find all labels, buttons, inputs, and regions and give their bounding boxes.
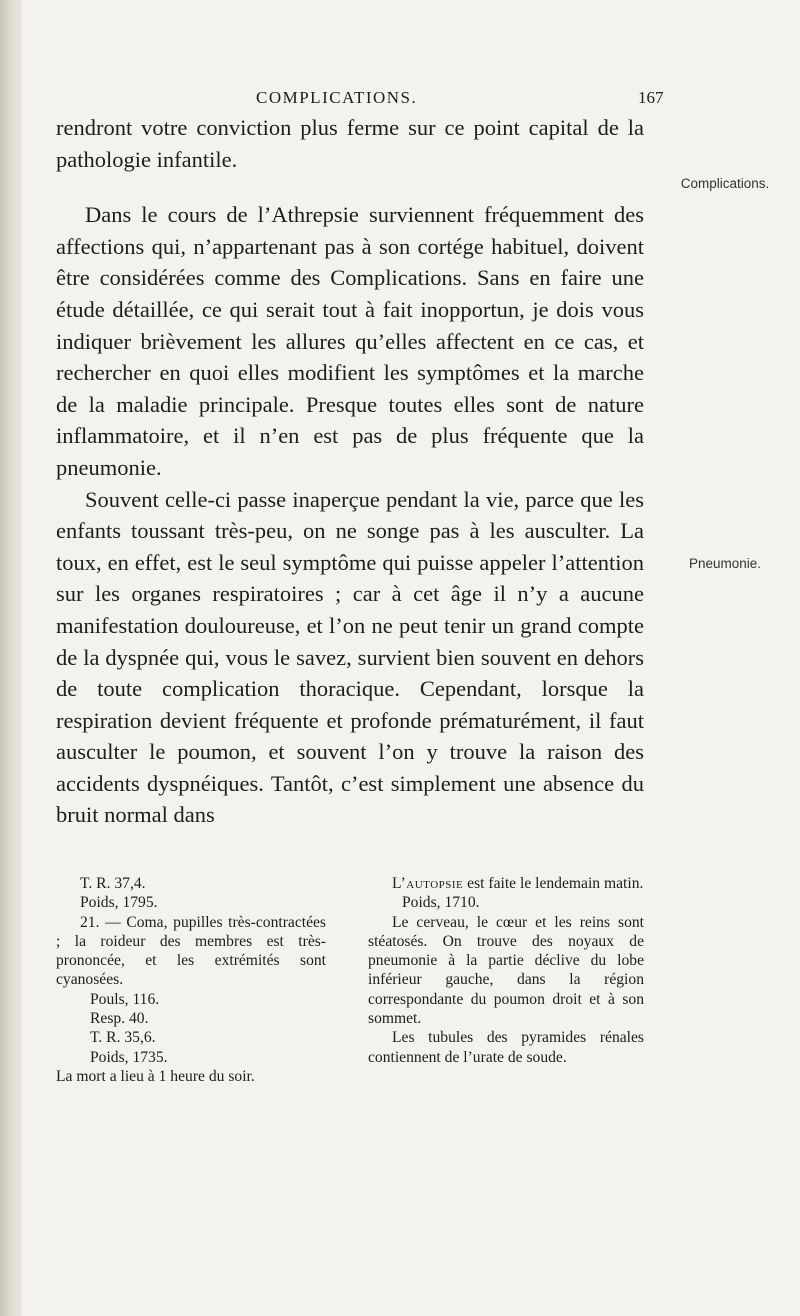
note-organs: Le cerveau, le cœur et les reins sont stéatosés. On trouve des noyaux de pneumonie à la partie déclive du lobe inférieur gauche, dans la région correspondante du poumon droit et à son sommet. [368, 913, 644, 1028]
case-notes-left-column [56, 874, 326, 1086]
paragraph-pneumonie: Souvent celle-ci passe inaperçue pendant la vie, parce que les enfants toussant très-peu, on ne songe pas à les ausculter. La toux, en effet, est le seul symptôme qui puisse appeler l’attention sur les organes respiratoires ; car à cet âge il n’y a aucune manifestation douloureuse, et l’on ne peut tenir un grand compte de la dyspnée qui, vous le savez, survient bien souvent en dehors de toute complication thoracique. Cependant, lorsque la respiration devient fréquente et profonde prématurément, il faut ausculter le poumon, et souvent l’on y trouve la raison des accidents dyspnéiques. Tantôt, c’est simplement une absence du bruit normal dans [56, 486, 644, 828]
running-title: COMPLICATIONS. [256, 88, 418, 107]
case-notes-right-column [368, 874, 644, 1067]
note-tr-1: T. R. 37,4. [80, 875, 146, 892]
main-text [56, 112, 644, 831]
margin-note-pneumonie: Pneumonie. [688, 556, 762, 571]
paragraph-complications: Dans le cours de l’Athrepsie surviennent fréquemment des affections qui, n’appartenant pas à son cortége habituel, doivent être considérées comme des Complications. Sans en faire une étude détaillée, ce qui serait tout à fait inopportun, je dois vous indiquer brièvement les allures qu’elles affectent en ce cas, et rechercher en quoi elles modifient les symptômes et la marche de la maladie principale. Presque toutes elles sont de nature inflammatoire, et il n’en est pas de plus fréquente que la pneumonie. [56, 202, 644, 480]
note-autopsy [368, 874, 644, 893]
note-poids-1: Poids, 1795. [80, 894, 158, 912]
note-tr-2: T. R. 35,6. [90, 1029, 156, 1047]
note-tubules: Les tubules des pyramides rénales contiennent de l’urate de soude. [368, 1029, 644, 1066]
note-autopsy-text: est faite le lendemain matin. [463, 875, 644, 892]
note-death: La mort a lieu à 1 heure du soir. [56, 1067, 255, 1085]
note-poids-autopsy: Poids, 1710. [402, 894, 480, 912]
note-pouls: Pouls, 116. [90, 990, 160, 1008]
note-poids-2: Poids, 1735. [90, 1048, 168, 1066]
note-autopsy-label: L’autopsie [392, 875, 464, 892]
page-binding-edge [0, 0, 22, 1316]
running-head [0, 88, 800, 112]
paragraph-continuation: rendront votre conviction plus ferme sur ce point capital de la pathologie infantile. [56, 115, 644, 172]
note-resp: Resp. 40. [90, 1010, 149, 1028]
page-number: 167 [638, 88, 664, 107]
note-entry-21: 21. — Coma, pupilles très-contractées ; la roideur des membres est très-prononcée, et les extrémités sont cyanosées. [56, 913, 326, 989]
margin-note-complications: Complications. [680, 176, 770, 191]
case-notes [56, 874, 646, 1104]
